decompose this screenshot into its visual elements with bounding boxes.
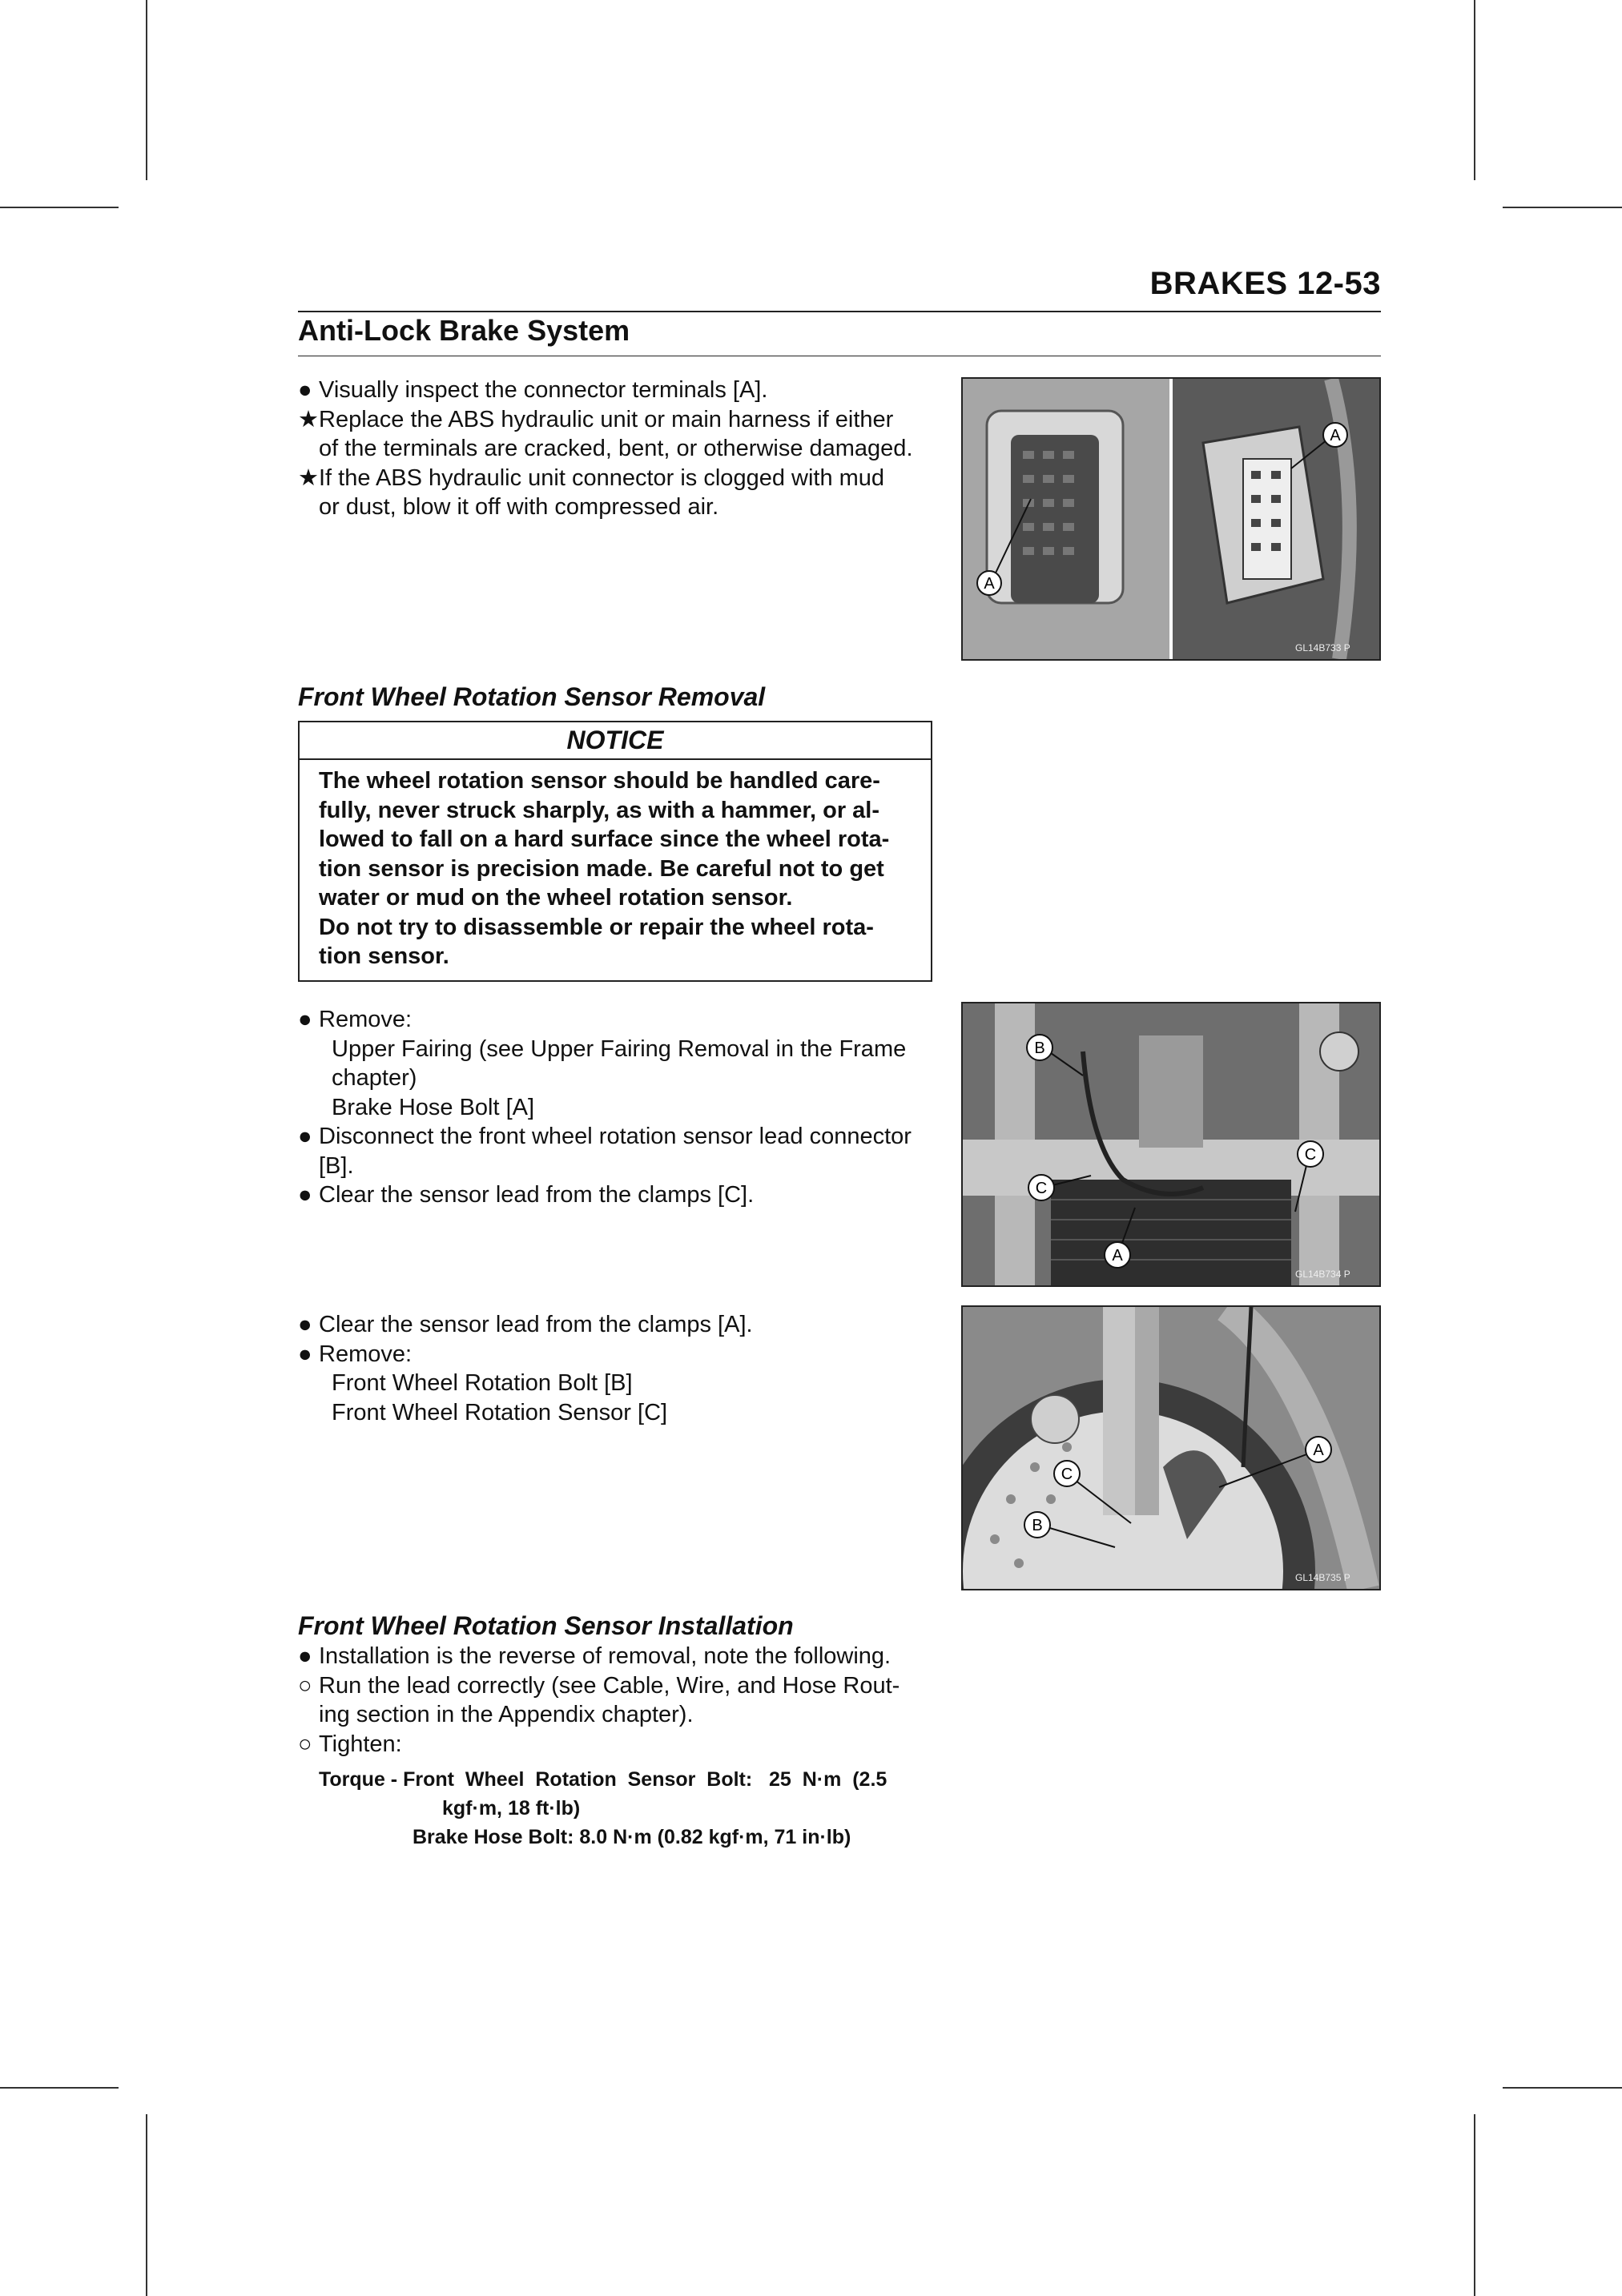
callout-label: A [1330,427,1341,444]
step: ● Remove: [298,1340,931,1369]
bullet-icon: ● [298,1312,312,1337]
bullet-icon: ● [298,1182,312,1208]
step: ● Clear the sensor lead from the clamps [C]. [298,1180,931,1210]
callout-label: C [1304,1146,1317,1164]
torque-line-3: Brake Hose Bolt: 8.0 N·m (0.82 kgf·m, 71 in·lb) [413,1826,851,1848]
callout-label: C [1061,1466,1073,1483]
crop-mark [0,2087,119,2089]
bullet-icon: ● [298,1341,312,1367]
figure-abs-connector [961,377,1381,661]
callout-label: B [1034,1039,1045,1057]
notice-box [298,721,932,982]
step: ing section in the Appendix chapter). [319,1702,694,1727]
crop-mark [1503,207,1622,208]
crop-mark [146,0,147,180]
step: chapter) [332,1065,417,1091]
bullet-icon: ● [298,1007,312,1032]
figure-code: GL14B733 P [1295,642,1350,653]
crop-mark [146,2114,147,2296]
circle-bullet-icon: ○ [298,1672,312,1699]
step: Front Wheel Rotation Sensor [C] [332,1399,668,1425]
bullet-icon: ● [298,1643,312,1669]
step: [B]. [319,1152,354,1179]
step: ★ If the ABS hydraulic unit connector is clogged with mud [298,464,931,493]
callout-label: A [984,575,995,593]
notice-body: The wheel rotation sensor should be handled care- fully, never struck sharply, as with a hammer, or al- lowed to fall on a hard surface since the wheel rota- tion sensor is precision made. Be careful not to get water or mud on the wheel rotation sensor. Do not try to disassemble or repair the wheel rota- tion sensor. [319,768,890,969]
figure-front-wheel-sensor [961,1305,1381,1590]
crop-mark [1503,2087,1622,2089]
removal-title: Front Wheel Rotation Sensor Removal [298,682,766,711]
crop-mark [0,207,119,208]
step: ● Clear the sensor lead from the clamps [A]. [298,1310,931,1340]
installation-title: Front Wheel Rotation Sensor Installation [298,1611,794,1640]
step: or dust, blow it off with compressed air. [319,494,719,520]
figure-front-fork-sensor-lead [961,1002,1381,1287]
step: ○ Run the lead correctly (see Cable, Wire, and Hose Rout- [298,1671,931,1701]
callout-label: A [1112,1247,1123,1265]
callout-label: B [1032,1517,1043,1534]
star-icon: ★ [298,406,319,432]
step: Brake Hose Bolt [A] [332,1094,535,1120]
removal-steps [298,1005,931,1210]
torque-line-1: Torque - Front Wheel Rotation Sensor Bolt: 25 N·m (2.5 [319,1768,887,1791]
step: ● Installation is the reverse of removal, note the following. [298,1642,931,1671]
step: ○ Tighten: [298,1730,931,1759]
installation-steps [298,1642,931,1759]
section-title: Anti-Lock Brake System [298,314,630,347]
sensor-removal-steps [298,1310,931,1427]
notice-heading: NOTICE [300,722,931,760]
step: Upper Fairing (see Upper Fairing Removal in the Frame [332,1035,907,1062]
callout-label: C [1035,1180,1048,1197]
torque-label: Torque - [319,1768,398,1791]
bullet-icon: ● [298,377,312,403]
connector-inspection-steps [298,376,931,522]
crop-mark [1474,2114,1475,2296]
torque-line-2: kgf·m, 18 ft·lb) [442,1797,581,1820]
star-icon: ★ [298,464,319,491]
crop-mark [1474,0,1475,180]
step: ● Remove: [298,1005,931,1035]
bullet-icon: ● [298,1124,312,1149]
step: ● Visually inspect the connector terminals [A]. [298,376,931,405]
callout-label: A [1313,1442,1324,1459]
step: ● Disconnect the front wheel rotation sensor lead connector [298,1122,931,1152]
page-title: BRAKES 12-53 [1149,266,1381,301]
figure-code: GL14B735 P [1295,1572,1350,1583]
figure-code: GL14B734 P [1295,1269,1350,1280]
step: Front Wheel Rotation Bolt [B] [332,1370,633,1396]
circle-bullet-icon: ○ [298,1731,312,1757]
step: of the terminals are cracked, bent, or otherwise damaged. [319,436,913,461]
step: ★ Replace the ABS hydraulic unit or main harness if either [298,405,931,435]
header-rule [298,311,1381,312]
torque-spec [319,1765,931,1852]
